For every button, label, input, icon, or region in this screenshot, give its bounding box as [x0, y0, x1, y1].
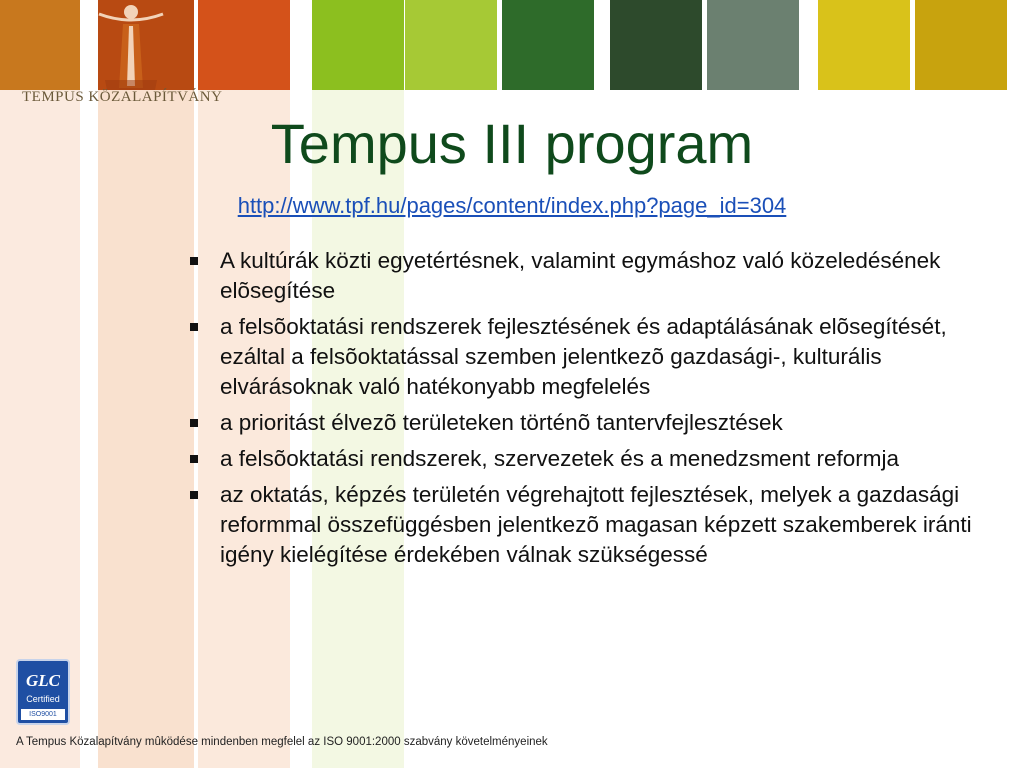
- bullet-text: az oktatás, képzés területén végrehajtott fejlesztések, melyek a gazdasági reformmal összefüggésben jelentkezõ magasan képzett szakemberek iránti igény kielégítése érdekében válnak szükségessé: [220, 482, 972, 567]
- list-item: [186, 444, 976, 474]
- color-bar-7: [610, 0, 702, 90]
- badge-line1: GLC: [26, 671, 60, 690]
- list-item: [186, 312, 976, 402]
- color-bar-1: [0, 0, 80, 90]
- bullet-square-icon: [190, 323, 198, 331]
- bullet-list: [186, 246, 976, 576]
- color-bar-3: [198, 0, 290, 90]
- bullet-square-icon: [190, 455, 198, 463]
- tempus-logo-icon: [85, 0, 175, 92]
- badge-line3: ISO9001: [21, 709, 65, 720]
- list-item: [186, 246, 976, 306]
- brand-name: TEMPUS KÖZALAPÍTVÁNY: [22, 89, 223, 105]
- bullet-text: a felsõoktatási rendszerek fejlesztésének és adaptálásának elõsegítését, ezáltal a felsõoktatással szemben jelentkezõ gazdasági-, kulturális elvárásoknak való hatékonyabb megfelelés: [220, 314, 947, 399]
- glc-certified-badge: [16, 659, 70, 725]
- bullet-square-icon: [190, 491, 198, 499]
- decor-stripe: [98, 90, 194, 768]
- list-item: [186, 480, 976, 570]
- badge-line2: Certified: [26, 694, 60, 704]
- program-link[interactable]: http://www.tpf.hu/pages/content/index.php?page_id=304: [237, 193, 787, 218]
- bullet-text: A kultúrák közti egyetértésnek, valamint egymáshoz való közeledésének elõsegítése: [220, 248, 941, 303]
- bullet-text: a felsõoktatási rendszerek, szervezetek és a menedzsment reformja: [220, 446, 900, 471]
- bullet-square-icon: [190, 257, 198, 265]
- list-item: [186, 408, 976, 438]
- bullet-text: a prioritást élvezõ területeken történõ tantervfejlesztések: [220, 410, 783, 435]
- color-bar-8: [707, 0, 799, 90]
- color-bar-5: [405, 0, 497, 90]
- slide-title: Tempus III program: [270, 112, 754, 175]
- footer-text: A Tempus Közalapítvány mûködése mindenben megfelel az ISO 9001:2000 szabvány követelményeinek: [16, 736, 548, 748]
- color-bar-9: [818, 0, 910, 90]
- color-bar-6: [502, 0, 594, 90]
- color-bar-4: [312, 0, 404, 90]
- color-bar-10: [915, 0, 1007, 90]
- bullet-square-icon: [190, 419, 198, 427]
